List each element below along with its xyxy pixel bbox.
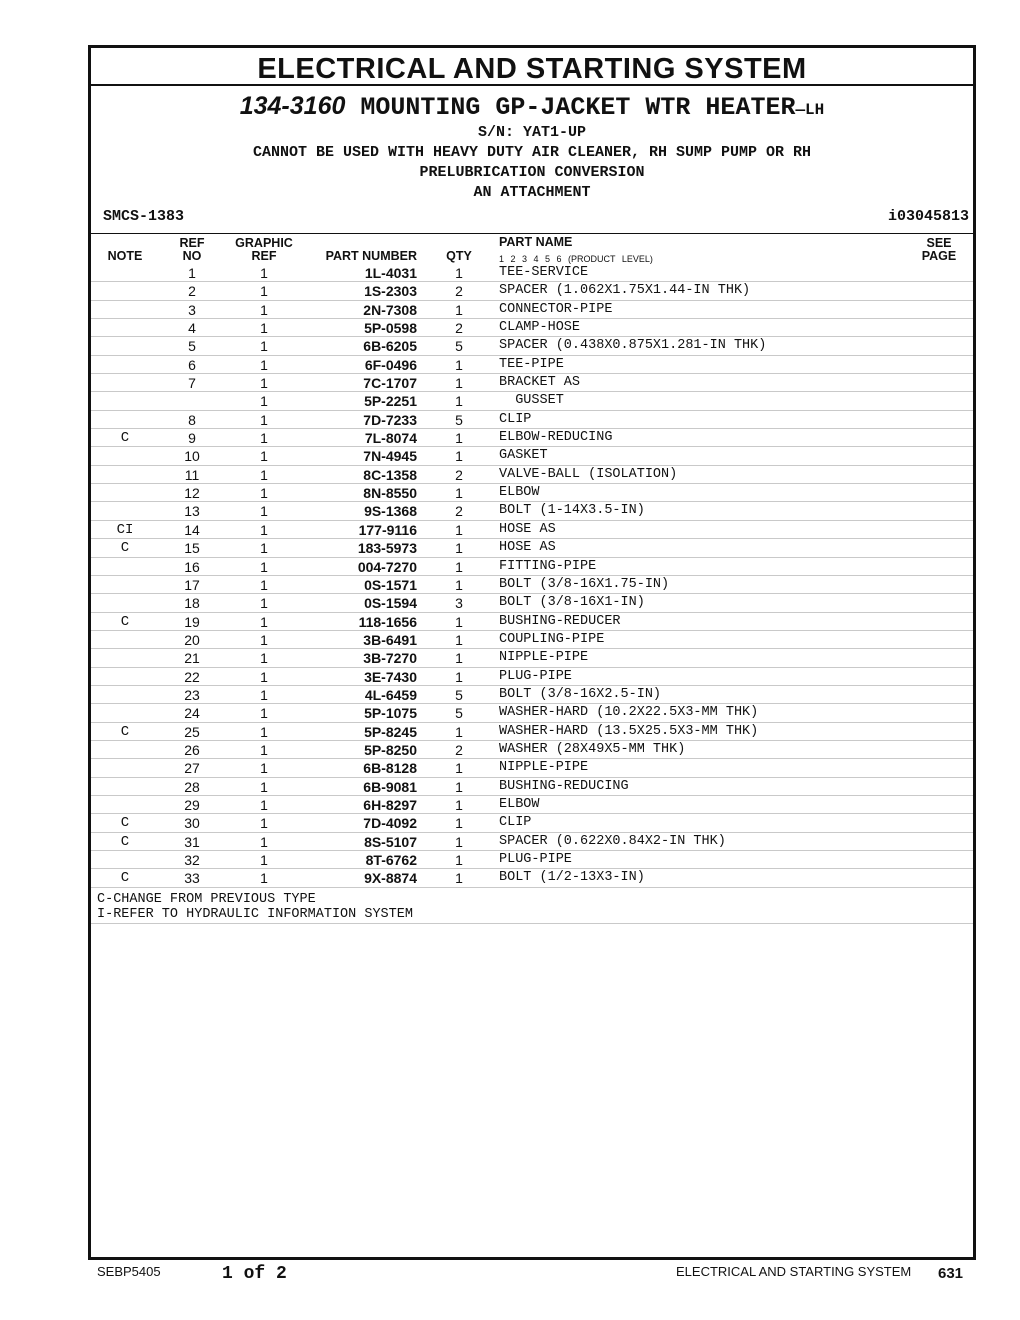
part-name-cell: WASHER-HARD (13.5X25.5X3-MM THK): [499, 723, 759, 739]
qty-cell: 1: [455, 668, 463, 685]
part-number-cell: 6F-0496: [364, 356, 417, 373]
qty-cell: 1: [455, 448, 463, 465]
part-number-cell: 7N-4945: [363, 448, 417, 465]
table-row: [91, 686, 973, 704]
part-name-cell: BOLT (1/2-13X3-IN): [499, 870, 645, 886]
qty-cell: 1: [455, 558, 463, 575]
qty-cell: 1: [455, 852, 463, 868]
note-cell: [95, 668, 155, 686]
part-name-cell: BOLT (1-14X3.5-IN): [499, 503, 645, 519]
note-cell: [95, 594, 155, 612]
note-cell: [95, 411, 155, 429]
ref-no-cell: 23: [184, 686, 200, 703]
note-cell: C: [120, 833, 130, 850]
note-cell: [95, 301, 155, 319]
qty-cell: 1: [455, 631, 463, 648]
part-name-cell: PLUG-PIPE: [499, 852, 572, 867]
part-name-cell: BUSHING-REDUCING: [499, 778, 629, 794]
note-cell: [95, 319, 155, 337]
group-name: MOUNTING GP-JACKET WTR HEATER: [345, 93, 796, 122]
header-graphic-bottom: REF: [251, 249, 277, 263]
table-row: [91, 869, 973, 887]
part-number-cell: 8T-6762: [365, 852, 417, 868]
qty-cell: 1: [455, 356, 463, 373]
note-cell: [95, 796, 155, 814]
header-part-number: PART NUMBER: [325, 249, 417, 263]
note-cell: [95, 337, 155, 355]
table-row: [91, 447, 973, 465]
qty-cell: 1: [455, 265, 463, 281]
ref-no-cell: 13: [184, 503, 200, 520]
note-cell: C: [120, 870, 130, 887]
part-name-cell: HOSE AS: [499, 521, 556, 537]
graphic-ref-cell: 1: [260, 705, 268, 722]
section-title: ELECTRICAL AND STARTING SYSTEM: [257, 53, 807, 85]
header-see-page: [911, 237, 967, 263]
qty-cell: 2: [455, 741, 463, 758]
qty-cell: 2: [455, 466, 463, 483]
graphic-ref-cell: 1: [260, 375, 268, 392]
graphic-ref-cell: 1: [260, 613, 268, 630]
table-row: [91, 539, 973, 557]
ref-no-cell: 17: [184, 576, 200, 593]
graphic-ref-cell: 1: [260, 503, 268, 520]
graphic-ref-cell: 1: [260, 852, 268, 868]
part-name-cell: HOSE AS: [499, 540, 556, 556]
header-ref-bottom: NO: [182, 249, 202, 263]
graphic-ref-cell: 1: [260, 521, 268, 538]
table-row: [91, 833, 973, 851]
ref-no-cell: 11: [184, 466, 200, 483]
note-cell: CI: [116, 521, 134, 538]
ref-no-cell: 18: [184, 595, 200, 612]
graphic-ref-cell: 1: [260, 320, 268, 337]
header-ref: [169, 237, 215, 263]
group-note-line: AN ATTACHMENT: [473, 184, 591, 201]
ref-no-cell: 29: [184, 796, 200, 813]
note-cell: [95, 851, 155, 869]
note-cell: [95, 484, 155, 502]
qty-cell: 1: [455, 540, 463, 557]
qty-cell: 2: [455, 283, 463, 300]
qty-cell: 1: [455, 815, 463, 832]
ref-no-cell: 33: [184, 870, 200, 887]
part-number-cell: 2N-7308: [363, 301, 417, 318]
part-number-cell: 7D-4092: [363, 815, 417, 832]
note-cell: C: [120, 723, 130, 740]
ref-no-cell: 28: [184, 778, 200, 795]
note-cell: [95, 759, 155, 777]
graphic-ref-cell: 1: [260, 870, 268, 887]
table-row: [91, 356, 973, 374]
table-row: [91, 466, 973, 484]
note-cell: [95, 558, 155, 576]
qty-cell: 1: [455, 796, 463, 813]
table-row: [91, 631, 973, 649]
table-row: [91, 576, 973, 594]
part-number-cell: 4L-6459: [364, 686, 417, 703]
ref-no-cell: 19: [184, 613, 200, 630]
part-number-cell: 0S-1594: [364, 595, 417, 612]
ref-no-cell: 8: [188, 411, 196, 428]
table-row: [91, 704, 973, 722]
part-name-cell: ELBOW: [499, 796, 540, 812]
graphic-ref-cell: 1: [260, 723, 268, 740]
graphic-ref-cell: 1: [260, 393, 268, 410]
part-name-cell: CLIP: [499, 815, 532, 831]
part-name-cell: FITTING-PIPE: [499, 558, 597, 574]
header-qty: QTY: [446, 249, 472, 263]
part-name-cell: BOLT (3/8-16X1.75-IN): [499, 576, 670, 592]
part-number-cell: 5P-2251: [364, 393, 417, 410]
table-row: [91, 759, 973, 777]
qty-cell: 1: [455, 760, 463, 777]
graphic-ref-cell: 1: [260, 741, 268, 758]
graphic-ref-cell: 1: [260, 778, 268, 795]
part-name-cell: CLAMP-HOSE: [499, 320, 581, 336]
table-row: [91, 374, 973, 392]
smcs-code: SMCS-1383: [103, 208, 185, 225]
table-row: [91, 649, 973, 667]
table-row: [91, 411, 973, 429]
part-number-cell: 8S-5107: [364, 833, 417, 850]
part-number-cell: 3E-7430: [364, 668, 417, 685]
part-name-cell: WASHER-HARD (10.2X22.5X3-MM THK): [499, 705, 759, 721]
note-cell: [95, 576, 155, 594]
footer-section: ELECTRICAL AND STARTING SYSTEM: [676, 1264, 912, 1279]
table-row: [91, 723, 973, 741]
table-row: [91, 282, 973, 300]
part-name-cell: BOLT (3/8-16X2.5-IN): [499, 686, 662, 702]
graphic-ref-cell: 1: [260, 668, 268, 685]
part-number-cell: 9S-1368: [364, 503, 417, 520]
qty-cell: 1: [455, 870, 463, 887]
part-number-cell: 0S-1571: [364, 576, 417, 593]
part-name-cell: NIPPLE-PIPE: [499, 760, 589, 776]
parts-table: [91, 264, 973, 888]
ref-no-cell: 27: [184, 760, 200, 777]
graphic-ref-cell: 1: [260, 558, 268, 575]
graphic-ref-cell: 1: [260, 576, 268, 593]
graphic-ref-cell: 1: [260, 301, 268, 318]
part-name-cell: ELBOW-REDUCING: [499, 430, 613, 446]
legend-line: I-REFER TO HYDRAULIC INFORMATION SYSTEM: [97, 907, 413, 922]
note-cell: [95, 502, 155, 520]
graphic-ref-cell: 1: [260, 595, 268, 612]
graphic-ref-cell: 1: [260, 796, 268, 813]
part-number-cell: 7C-1707: [363, 375, 417, 392]
ref-no-cell: 14: [184, 521, 200, 538]
part-number-cell: 1S-2303: [364, 283, 417, 300]
ref-no-cell: 5: [188, 338, 196, 355]
ref-no-cell: 16: [184, 558, 200, 575]
ref-no-cell: 7: [188, 375, 196, 392]
table-row: [91, 613, 973, 631]
legend-line: C-CHANGE FROM PREVIOUS TYPE: [97, 892, 316, 907]
graphic-ref-cell: 1: [260, 485, 268, 502]
part-name-cell: TEE-PIPE: [499, 356, 564, 372]
graphic-ref-cell: 1: [260, 631, 268, 648]
legend: [91, 891, 973, 924]
footer-doc-id: SEBP5405: [97, 1264, 161, 1279]
part-name-cell: ELBOW: [499, 485, 540, 501]
table-row: [91, 668, 973, 686]
table-row: [91, 814, 973, 832]
header-see-top: SEE: [926, 236, 952, 250]
note-cell: C: [120, 540, 130, 557]
table-row: [91, 778, 973, 796]
ref-no-cell: 12: [184, 485, 200, 502]
graphic-ref-cell: 1: [260, 833, 268, 850]
graphic-ref-cell: 1: [260, 430, 268, 447]
qty-cell: 1: [455, 301, 463, 318]
header-ref-top: REF: [179, 236, 205, 250]
ref-no-cell: 9: [188, 430, 196, 447]
part-number-cell: 7D-7233: [363, 411, 417, 428]
header-part-name: PART NAME: [499, 235, 573, 249]
table-row: [91, 484, 973, 502]
part-name-cell: GASKET: [499, 448, 548, 464]
part-name-cell: CLIP: [499, 411, 532, 427]
graphic-ref-cell: 1: [260, 411, 268, 428]
ref-no-cell: 25: [184, 723, 200, 740]
part-name-cell: NIPPLE-PIPE: [499, 650, 589, 666]
part-name-cell: TEE-SERVICE: [499, 265, 589, 280]
note-cell: [95, 704, 155, 722]
graphic-ref-cell: 1: [260, 466, 268, 483]
graphic-ref-cell: 1: [260, 815, 268, 832]
graphic-ref-cell: 1: [260, 283, 268, 300]
part-name-cell: SPACER (0.622X0.84X2-IN THK): [499, 833, 726, 849]
ref-no-cell: 10: [184, 448, 200, 465]
note-cell: [95, 686, 155, 704]
part-number-cell: 183-5973: [357, 540, 417, 557]
qty-cell: 1: [455, 723, 463, 740]
part-number-cell: 5P-0598: [364, 320, 417, 337]
note-cell: [95, 264, 155, 282]
header-divider: [91, 233, 973, 234]
ref-no-cell: 15: [184, 540, 200, 557]
part-number-cell: 5P-1075: [364, 705, 417, 722]
group-part-number: 134-3160: [239, 92, 346, 120]
qty-cell: 1: [455, 778, 463, 795]
note-cell: C: [120, 815, 130, 832]
ref-no-cell: 6: [188, 356, 196, 373]
graphic-ref-cell: 1: [260, 650, 268, 667]
illustration-id: i03045813: [887, 208, 969, 225]
ref-no-cell: 26: [184, 741, 200, 758]
qty-cell: 1: [455, 375, 463, 392]
serial-number: S/N: YAT1-UP: [477, 124, 587, 141]
group-title: [91, 92, 973, 122]
ref-no-cell: 20: [184, 631, 200, 648]
graphic-ref-cell: 1: [260, 760, 268, 777]
qty-cell: 1: [455, 576, 463, 593]
note-cell: [95, 392, 155, 410]
part-number-cell: 004-7270: [357, 558, 417, 575]
table-row: [91, 741, 973, 759]
ref-no-cell: 31: [184, 833, 200, 850]
table-row: [91, 796, 973, 814]
group-suffix: —LH: [795, 101, 825, 119]
table-row: [91, 429, 973, 447]
ref-no-cell: 2: [188, 283, 196, 300]
note-cell: [95, 356, 155, 374]
group-note-line: PRELUBRICATION CONVERSION: [419, 164, 645, 181]
part-number-cell: 8N-8550: [363, 485, 417, 502]
graphic-ref-cell: 1: [260, 448, 268, 465]
ref-no-cell: 22: [184, 668, 200, 685]
part-name-cell: COUPLING-PIPE: [499, 631, 605, 647]
part-name-cell: SPACER (0.438X0.875X1.281-IN THK): [499, 338, 767, 354]
part-name-cell: BOLT (3/8-16X1-IN): [499, 595, 645, 611]
ref-no-cell: 30: [184, 815, 200, 832]
part-number-cell: 9X-8874: [364, 870, 417, 887]
note-cell: [95, 741, 155, 759]
qty-cell: 1: [455, 521, 463, 538]
part-number-cell: 6H-8297: [363, 796, 417, 813]
table-row: [91, 594, 973, 612]
graphic-ref-cell: 1: [260, 356, 268, 373]
table-row: [91, 521, 973, 539]
graphic-ref-cell: 1: [260, 265, 268, 281]
note-cell: [95, 778, 155, 796]
footer-page-number: 631: [938, 1265, 964, 1282]
ref-no-cell: 3: [188, 301, 196, 318]
qty-cell: 2: [455, 320, 463, 337]
note-cell: [95, 374, 155, 392]
qty-cell: 1: [455, 650, 463, 667]
header-see-bottom: PAGE: [921, 249, 957, 263]
note-cell: C: [120, 613, 130, 630]
table-row: [91, 558, 973, 576]
part-name-cell: BUSHING-REDUCER: [499, 613, 621, 629]
part-name-cell: BRACKET AS: [499, 375, 581, 391]
ref-no-cell: 1: [188, 265, 196, 281]
table-row: [91, 301, 973, 319]
ref-no-cell: [169, 392, 215, 410]
table-row: [91, 392, 973, 410]
ref-no-cell: 4: [188, 320, 196, 337]
qty-cell: 5: [455, 338, 463, 355]
graphic-ref-cell: 1: [260, 686, 268, 703]
part-number-cell: 5P-8245: [364, 723, 417, 740]
table-row: [91, 337, 973, 355]
part-name-cell: PLUG-PIPE: [499, 668, 572, 684]
qty-cell: 1: [455, 393, 463, 410]
footer-page-count: 1 of 2: [222, 1264, 287, 1284]
part-number-cell: 6B-6205: [363, 338, 417, 355]
part-number-cell: 1L-4031: [364, 265, 417, 281]
header-graphic-top: GRAPHIC: [235, 236, 293, 250]
table-row: [91, 502, 973, 520]
qty-cell: 2: [455, 503, 463, 520]
header-product-levels: 1 2 3 4 5 6 (PRODUCT LEVEL): [499, 254, 653, 264]
qty-cell: 5: [455, 705, 463, 722]
ref-no-cell: 24: [184, 705, 200, 722]
part-number-cell: 5P-8250: [364, 741, 417, 758]
table-row: [91, 319, 973, 337]
note-cell: [95, 631, 155, 649]
part-name-cell: VALVE-BALL (ISOLATION): [499, 466, 678, 482]
group-note-line: CANNOT BE USED WITH HEAVY DUTY AIR CLEANER, RH SUMP PUMP OR RH: [252, 144, 812, 161]
part-name-cell: WASHER (28X49X5-MM THK): [499, 741, 686, 757]
note-cell: [95, 649, 155, 667]
graphic-ref-cell: 1: [260, 540, 268, 557]
note-cell: C: [120, 430, 130, 447]
title-divider: [91, 84, 973, 86]
qty-cell: 1: [455, 485, 463, 502]
qty-cell: 5: [455, 686, 463, 703]
note-cell: [95, 447, 155, 465]
graphic-ref-cell: 1: [260, 338, 268, 355]
ref-no-cell: 32: [184, 852, 200, 868]
part-number-cell: 3B-6491: [363, 631, 417, 648]
part-number-cell: 6B-9081: [363, 778, 417, 795]
part-number-cell: 118-1656: [358, 613, 417, 630]
part-number-cell: 8C-1358: [363, 466, 417, 483]
header-graphic-ref: [223, 237, 305, 263]
part-number-cell: 7L-8074: [364, 430, 417, 447]
part-name-cell: SPACER (1.062X1.75X1.44-IN THK): [499, 283, 751, 299]
qty-cell: 1: [455, 833, 463, 850]
qty-cell: 3: [455, 595, 463, 612]
header-note: NOTE: [107, 249, 143, 263]
part-name-cell: GUSSET: [499, 393, 564, 409]
part-number-cell: 177-9116: [358, 521, 417, 538]
qty-cell: 1: [455, 613, 463, 630]
qty-cell: 1: [455, 430, 463, 447]
note-cell: [95, 282, 155, 300]
part-name-cell: CONNECTOR-PIPE: [499, 301, 613, 317]
qty-cell: 5: [455, 411, 463, 428]
page-frame: [88, 45, 976, 1260]
ref-no-cell: 21: [184, 650, 200, 667]
table-row: [91, 851, 973, 869]
part-number-cell: 6B-8128: [363, 760, 417, 777]
note-cell: [95, 466, 155, 484]
table-row: [91, 264, 973, 282]
part-number-cell: 3B-7270: [363, 650, 417, 667]
